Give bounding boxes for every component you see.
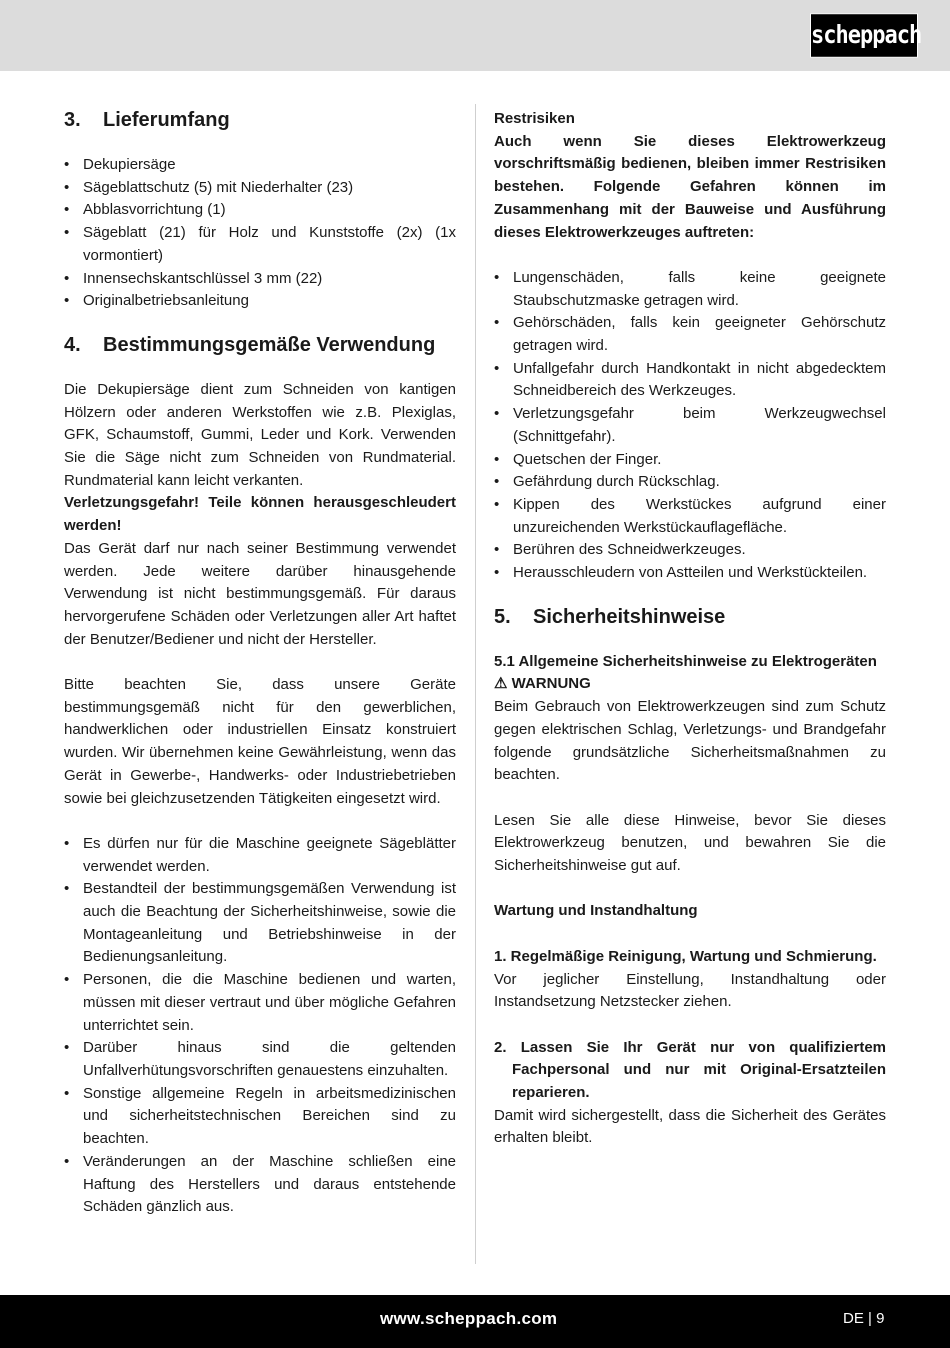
list-item: • Quetschen der Finger. bbox=[494, 449, 886, 472]
list-item: • Veränderungen an der Maschine schließen eine Haftung des Herstellers und daraus entstehende Schäden gänzlich aus. bbox=[64, 1151, 456, 1219]
numbered-item: 1. Regelmäßige Reinigung, Wartung und Schmierung. bbox=[494, 947, 877, 965]
website-link[interactable]: www.scheppach.com bbox=[380, 1309, 558, 1328]
section-4-heading: 4. Bestimmungsgemäße Verwendung bbox=[64, 333, 436, 356]
list-item: • Sägeblattschutz (5) mit Niederhalter (23) bbox=[64, 177, 456, 200]
list-item: • Abblasvorrichtung (1) bbox=[64, 199, 456, 222]
left-column bbox=[64, 108, 456, 1219]
warning-text: Verletzungsgefahr! Teile können herausgeschleudert werden! bbox=[64, 494, 456, 535]
footer-bar bbox=[0, 1295, 950, 1348]
list-item: • Berühren des Schneidwerkzeuges. bbox=[494, 539, 886, 562]
maintenance-heading: Wartung und Instandhaltung bbox=[494, 902, 698, 920]
list-item: • Sägeblatt (21) für Holz und Kunststoffe (2x) (1x vormontiert) bbox=[64, 222, 456, 267]
right-column bbox=[494, 108, 886, 1150]
paragraph: Die Dekupiersäge dient zum Schneiden von kantigen Hölzern oder anderen Werkstoffen wie z.B. Plexiglas, GFK, Schaumstoff, Gummi, Leder und Kork. Verwenden Sie die Säge nicht zum Schneiden von Rundmaterial. Rundmaterial kann leicht verkanten. bbox=[64, 380, 456, 489]
scheppach-logo: scheppach bbox=[810, 13, 918, 58]
section-5-heading: 5. Sicherheitshinweise bbox=[494, 605, 726, 628]
delivery-list bbox=[64, 154, 456, 313]
list-item: • Lungenschäden, falls keine geeignete Staubschutzmaske getragen wird. bbox=[494, 267, 886, 312]
column-divider bbox=[475, 104, 476, 1264]
list-item: • Dekupiersäge bbox=[64, 154, 456, 177]
residual-risks-title: Restrisiken bbox=[494, 110, 575, 127]
paragraph: Vor jeglicher Einstellung, Instandhaltung oder Instandsetzung Netzstecker ziehen. bbox=[494, 970, 886, 1011]
numbered-item: 2. Lassen Sie Ihr Gerät nur von qualifiziertem Fachpersonal und nur mit Original-Ersatzteilen reparieren. bbox=[494, 1038, 886, 1102]
header-bar bbox=[0, 0, 950, 71]
list-item: • Gehörschäden, falls kein geeigneter Gehörschutz getragen wird. bbox=[494, 312, 886, 357]
paragraph: Beim Gebrauch von Elektrowerkzeugen sind zum Schutz gegen elektrischen Schlag, Verletzungs- und Brandgefahr folgende grundsätzliche Sicherheitsmaßnahmen zu beachten. bbox=[494, 698, 886, 784]
list-item: • Darüber hinaus sind die geltenden Unfallverhütungsvorschriften genauestens einzuhalten. bbox=[64, 1037, 456, 1082]
warning-label: ⚠ WARNUNG bbox=[494, 675, 591, 693]
list-item: • Es dürfen nur für die Maschine geeignete Sägeblätter verwendet werden. bbox=[64, 833, 456, 878]
list-item: • Personen, die die Maschine bedienen und warten, müssen mit dieser vertraut und über mögliche Gefahren unterrichtet sein. bbox=[64, 969, 456, 1037]
residual-risks-intro: Auch wenn Sie dieses Elektrowerkzeug vorschriftsmäßig bedienen, bleiben immer Restrisiken bestehen. Folgende Gefahren können im Zusammenhang mit der Bauweise und Ausführung dieses Elektrowerkzeuges auftreten: bbox=[494, 132, 886, 241]
paragraph: Damit wird sichergestellt, dass die Sicherheit des Gerätes erhalten bleibt. bbox=[494, 1106, 886, 1147]
list-item: • Gefährdung durch Rückschlag. bbox=[494, 471, 886, 494]
paragraph: Lesen Sie alle diese Hinweise, bevor Sie dieses Elektrowerkzeug benutzen, und bewahren Sie die Sicherheitshinweise gut auf. bbox=[494, 811, 886, 875]
list-item: • Herausschleudern von Astteilen und Werkstückteilen. bbox=[494, 562, 886, 585]
page-number: DE | 9 bbox=[843, 1310, 885, 1327]
list-item: • Unfallgefahr durch Handkontakt in nicht abgedecktem Schneidbereich des Werkzeuges. bbox=[494, 358, 886, 403]
usage-list bbox=[64, 833, 456, 1219]
subsection-heading: 5.1 Allgemeine Sicherheitshinweise zu Elektrogeräten bbox=[494, 652, 877, 670]
list-item: • Sonstige allgemeine Regeln in arbeitsmedizinischen und sicherheitstechnischen Bereichen sind zu beachten. bbox=[64, 1083, 456, 1151]
list-item: • Bestandteil der bestimmungsgemäßen Verwendung ist auch die Beachtung der Sicherheitshinweise, sowie die Montageanleitung und Betriebshinweise in der Bedienungsanleitung. bbox=[64, 878, 456, 969]
list-item: • Kippen des Werkstückes aufgrund einer unzureichenden Werkstückauflagefläche. bbox=[494, 494, 886, 539]
risk-list bbox=[494, 267, 886, 585]
paragraph: Das Gerät darf nur nach seiner Bestimmung verwendet werden. Jede weitere darüber hinausgehende Verwendung ist nicht bestimmungsgemäß. Für daraus hervorgerufene Schäden oder Verletzungen aller Art haftet der Benutzer/Bediener und nicht der Hersteller. bbox=[64, 539, 456, 648]
paragraph: Bitte beachten Sie, dass unsere Geräte bestimmungsgemäß nicht für den gewerblichen, handwerklichen oder industriellen Einsatz konstruiert wurden. Wir übernehmen keine Gewährleistung, wenn das Gerät in Gewerbe-, Handwerks- oder Industriebetrieben sowie bei gleichzusetzenden Tätigkeiten eingesetzt wird. bbox=[64, 676, 456, 807]
list-item: • Innensechskantschlüssel 3 mm (22) bbox=[64, 268, 456, 291]
list-item: • Verletzungsgefahr beim Werkzeugwechsel (Schnittgefahr). bbox=[494, 403, 886, 448]
section-3-heading: 3. Lieferumfang bbox=[64, 109, 230, 131]
list-item: • Originalbetriebsanleitung bbox=[64, 290, 456, 313]
